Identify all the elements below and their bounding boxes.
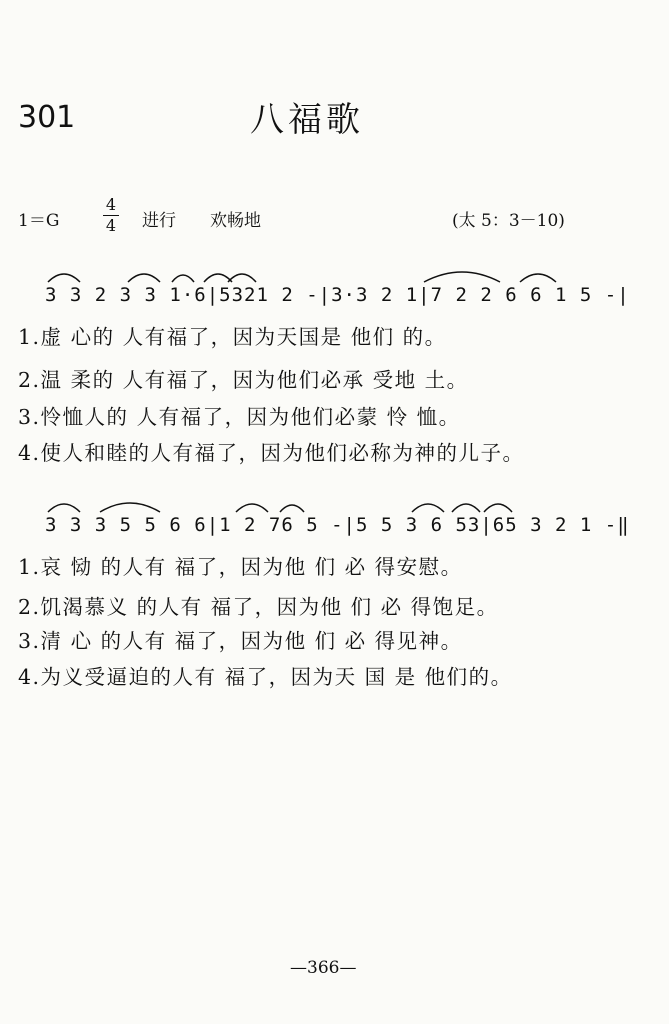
- meter-bottom: 4: [105, 216, 117, 235]
- expression-marking: 欢畅地: [210, 211, 261, 231]
- lyric-verse-2-line-2: 2.饥渴慕义 的人有 福了，因为他 们 必 得饱足。: [18, 595, 499, 619]
- tempo-marking: 进行: [142, 211, 176, 231]
- lyric-verse-1-line-2: 1.哀 恸 的人有 福了，因为他 们 必 得安慰。: [18, 555, 463, 579]
- meter-top: 4: [105, 195, 117, 214]
- lyric-verse-3-line-1: 3.怜恤人的 人有福了，因为他们必蒙 怜 恤。: [18, 405, 461, 429]
- scripture-reference: (太 5：3－10): [452, 211, 565, 231]
- lyric-verse-4-line-1: 4.使人和睦的人有福了，因为他们必称为神的儿子。: [18, 441, 525, 465]
- page-number: —366—: [290, 958, 357, 978]
- melody-line-2: 3 3 3 5 5 6 6|1 2 76 5 -|5 5 3 6 53|65 3 2 1 -‖: [45, 514, 630, 536]
- lyric-verse-3-line-2: 3.清 心 的人有 福了，因为他 们 必 得见神。: [18, 629, 463, 653]
- lyric-verse-4-line-2: 4.为义受逼迫的人有 福了，因为天 国 是 他们的。: [18, 665, 513, 689]
- hymn-title: 八福歌: [250, 100, 364, 140]
- melody-line-1: 3 3 2 3 3 1·6|5321 2 -|3·3 2 1|7 2 2 6 6 1 5 -|: [45, 284, 630, 306]
- lyric-verse-1-line-1: 1.虚 心的 人有福了，因为天国是 他们 的。: [18, 325, 447, 349]
- hymn-number: 301: [18, 100, 76, 135]
- key-signature: 1＝G: [18, 211, 60, 231]
- lyric-verse-2-line-1: 2.温 柔的 人有福了，因为他们必承 受地 土。: [18, 368, 469, 392]
